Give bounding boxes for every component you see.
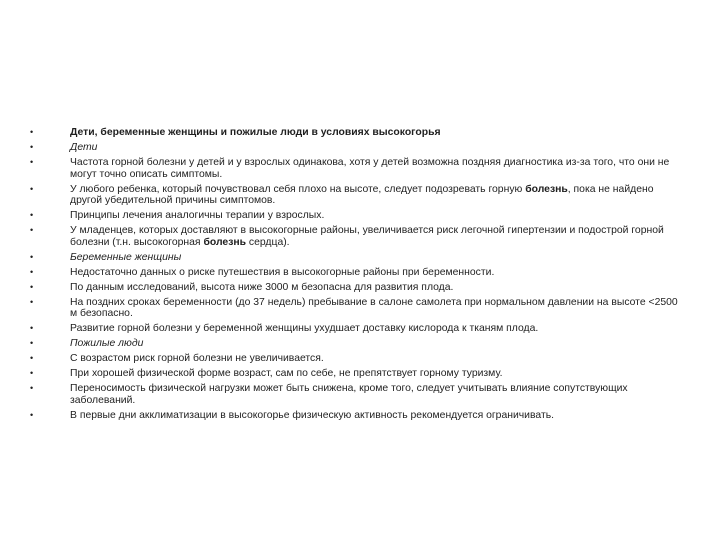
bullet-dot-icon: • [30, 183, 34, 194]
bullet-item [30, 368, 678, 380]
bullet-item [30, 252, 678, 264]
bullet-item [30, 323, 678, 335]
bullet-item [30, 157, 678, 180]
bullet-text: На поздних сроках беременности (до 37 недель) пребывание в салоне самолета при нормальном давлении на высоте <2500 м безопасно. [70, 296, 678, 320]
bullet-text: Пожилые люди [70, 338, 144, 350]
bullet-dot-icon: • [30, 141, 34, 152]
bullet-item [30, 225, 678, 248]
bullet-text-part: У любого ребенка, который почувствовал себя плохо на высоте, следует подозревать горную [70, 183, 526, 195]
bullet-text: В первые дни акклиматизации в высокогорье физическую активность рекомендуется ограничивать. [70, 409, 555, 421]
bullet-dot-icon: • [30, 156, 34, 167]
bullet-text: Дети [70, 141, 98, 153]
bullet-item [30, 184, 678, 207]
bullet-dot-icon: • [30, 127, 34, 137]
bullet-text: С возрастом риск горной болезни не увеличивается. [70, 353, 324, 365]
bullet-item [30, 210, 678, 222]
bullet-text: Принципы лечения аналогичны терапии у взрослых. [70, 210, 325, 222]
bullet-item [30, 297, 678, 320]
bullet-dot-icon: • [30, 296, 34, 307]
bullet-item [30, 338, 678, 350]
bullet-text: Беременные женщины [70, 251, 182, 263]
bullet-dot-icon: • [30, 338, 34, 349]
bullet-item [30, 267, 678, 279]
bullet-item [30, 142, 678, 154]
bullet-text: По данным исследований, высота ниже 3000 м безопасна для развития плода. [70, 281, 454, 293]
bullet-item [30, 383, 678, 406]
bullet-text: Переносимость физической нагрузки может быть снижена, кроме того, следует учитывать влияние сопутствующих заболеваний. [70, 383, 628, 406]
bullet-text: При хорошей физической форме возраст, сам по себе, не препятствует горному туризму. [70, 368, 503, 380]
bullet-text-emphasis: болезнь [525, 183, 568, 195]
bullet-dot-icon: • [30, 323, 34, 334]
bullet-text: Дети, беременные женщины и пожилые люди в условиях высокогорья [70, 127, 441, 138]
bullet-dot-icon: • [30, 281, 34, 292]
bullet-text-part: сердца). [246, 236, 290, 248]
bullet-dot-icon: • [30, 383, 34, 394]
bullet-dot-icon: • [30, 353, 34, 364]
bullet-item [30, 127, 678, 139]
bullet-item [30, 410, 678, 422]
bullet-text: Развитие горной болезни у беременной женщины ухудшает доставку кислорода к тканям плода. [70, 323, 539, 335]
bullet-text [70, 184, 653, 207]
bullet-dot-icon: • [30, 409, 34, 420]
bullet-item [30, 353, 678, 365]
bullet-dot-icon: • [30, 266, 34, 277]
bullet-text-part: У младенцев, которых доставляют в высокогорные районы, увеличивается риск легочной гипертензии и подострой горной болезни (т.н. высокогорная [70, 225, 664, 248]
bullet-dot-icon: • [30, 368, 34, 379]
bullet-text-part: , пока не найдено другой убедительной причины симптомов. [70, 183, 654, 207]
bullet-text [70, 225, 664, 248]
bullet-list [30, 127, 678, 425]
bullet-dot-icon: • [30, 225, 34, 236]
bullet-item [30, 282, 678, 294]
bullet-text: Недостаточно данных о риске путешествия в высокогорные районы при беременности. [70, 266, 495, 278]
bullet-dot-icon: • [30, 210, 34, 221]
bullet-dot-icon: • [30, 251, 34, 262]
bullet-text-emphasis: болезнь [203, 236, 247, 248]
bullet-text: Частота горной болезни у детей и у взрослых одинакова, хотя у детей возможна поздняя диагностика из-за того, что они не могут точно описать симптомы. [70, 156, 670, 180]
